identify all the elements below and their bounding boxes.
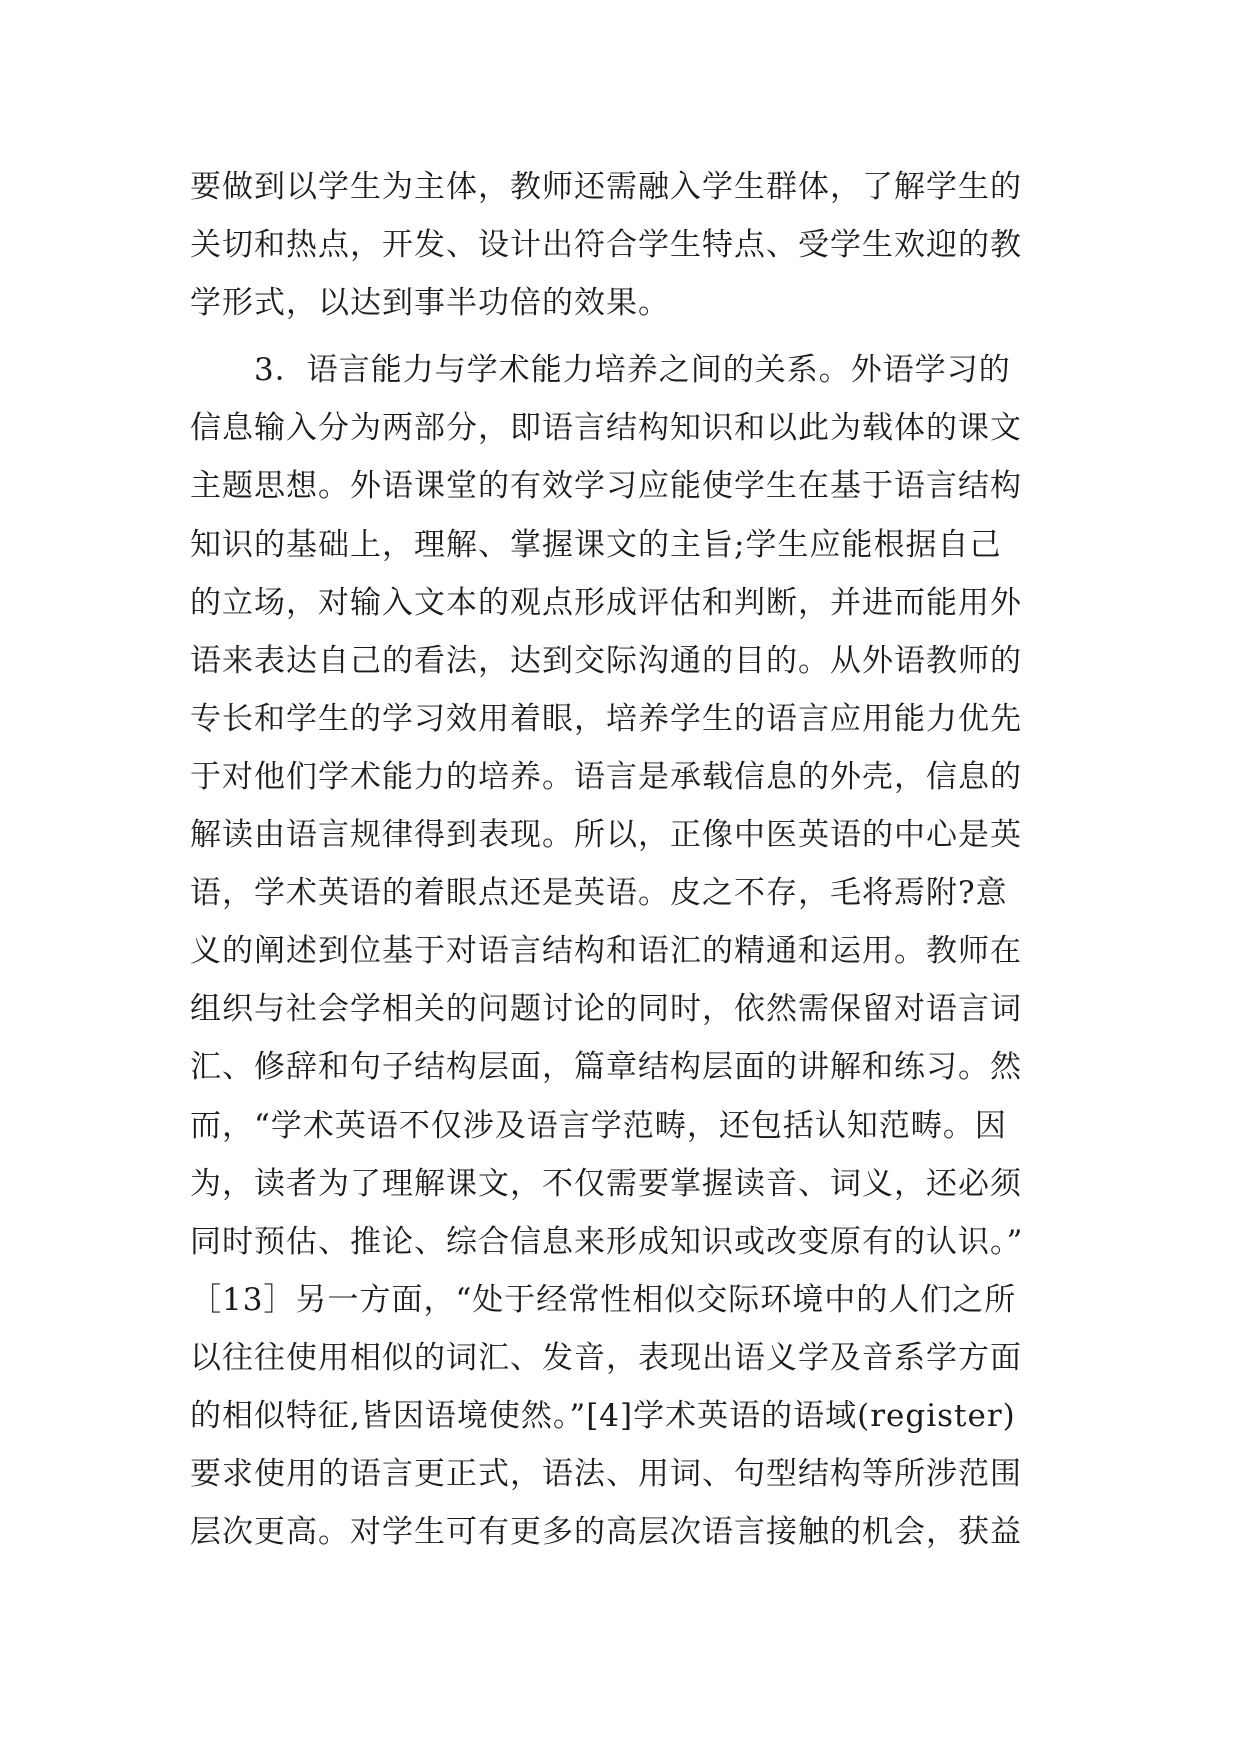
text-line: 专长和学生的学习效用着眼，培养学生的语言应用能力优先 <box>190 700 1022 737</box>
text-line: 学形式，以达到事半功倍的效果。 <box>190 285 670 322</box>
text-line: 以往往使用相似的词汇、发音，表现出语义学及音系学方面 <box>190 1339 1022 1376</box>
text-line: 层次更高。对学生可有更多的高层次语言接触的机会，获益 <box>190 1514 1022 1551</box>
text-line: 的相似特征,皆因语境使然。”[4]学术英语的语域(register) <box>190 1397 1016 1434</box>
body-text <box>190 158 1070 1561</box>
text-line: 知识的基础上，理解、掌握课文的主旨;学生应能根据自己 <box>190 526 1002 563</box>
text-line: 3．语言能力与学术能力培养之间的关系。外语学习的 <box>190 352 1011 389</box>
text-line: 语来表达自己的看法，达到交际沟通的目的。从外语教师的 <box>190 642 1022 679</box>
text-line: 要做到以学生为主体，教师还需融入学生群体，了解学生的 <box>190 169 1022 205</box>
text-line: 信息输入分为两部分，即语言结构知识和以此为载体的课文 <box>190 410 1022 447</box>
text-line: 为，读者为了理解课文，不仅需要掌握读音、词义，还必须 <box>190 1165 1022 1202</box>
text-line: 语，学术英语的着眼点还是英语。皮之不存，毛将焉附?意 <box>190 875 1008 912</box>
text-line: 的立场，对输入文本的观点形成评估和判断，并进而能用外 <box>190 584 1022 621</box>
text-line: ［13］另一方面，“处于经常性相似交际环境中的人们之所 <box>190 1281 1017 1318</box>
text-line: 主题思想。外语课堂的有效学习应能使学生在基于语言结构 <box>190 468 1022 505</box>
text-line: 义的阐述到位基于对语言结构和语汇的精通和运用。教师在 <box>190 933 1022 970</box>
text-line: 解读由语言规律得到表现。所以，正像中医英语的中心是英 <box>190 817 1022 854</box>
text-line: 同时预估、推论、综合信息来形成知识或改变原有的认识。” <box>190 1223 1024 1260</box>
text-line: 要求使用的语言更正式，语法、用词、句型结构等所涉范围 <box>190 1456 1022 1493</box>
text-line: 组织与社会学相关的问题讨论的同时，依然需保留对语言词 <box>190 991 1022 1028</box>
text-line: 汇、修辞和句子结构层面，篇章结构层面的讲解和练习。然 <box>190 1049 1022 1086</box>
text-line: 关切和热点，开发、设计出符合学生特点、受学生欢迎的教 <box>190 227 1022 264</box>
text-line: 于对他们学术能力的培养。语言是承载信息的外壳，信息的 <box>190 758 1022 795</box>
text-line: 而，“学术英语不仅涉及语言学范畴，还包括认知范畴。因 <box>190 1107 1007 1144</box>
